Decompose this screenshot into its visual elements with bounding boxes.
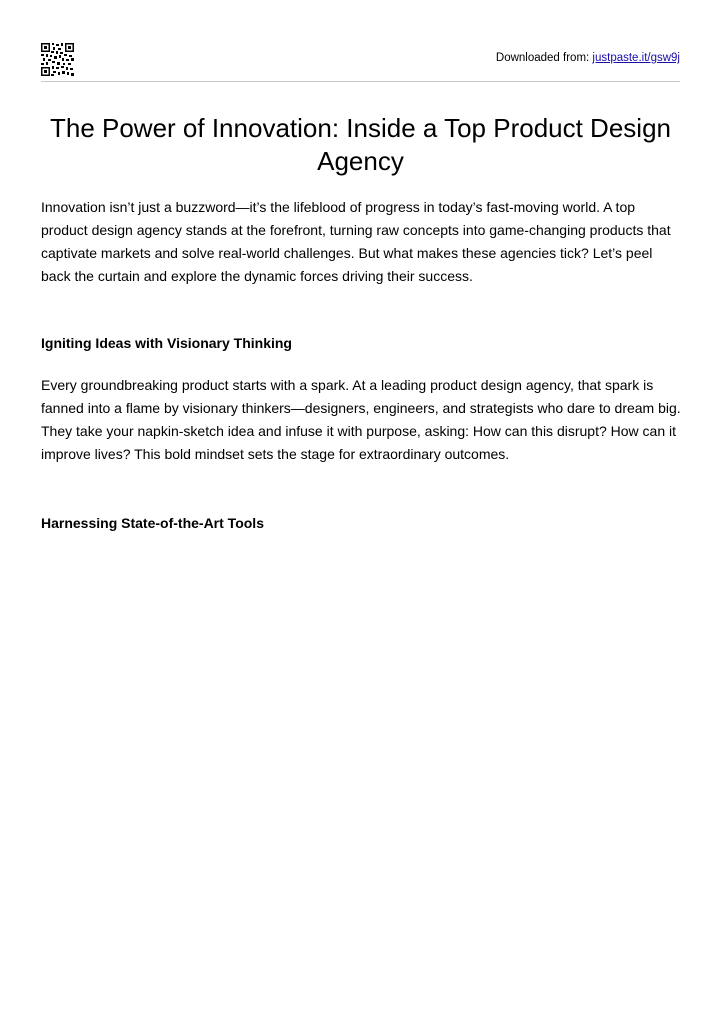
qr-code-icon xyxy=(41,43,74,76)
page-header xyxy=(41,43,680,81)
download-source xyxy=(496,52,680,64)
header-divider xyxy=(41,81,680,82)
section-paragraph-visionary-thinking: Every groundbreaking product starts with a spark. At a leading product design agency, that spark is fanned into a flame by visionary thinkers—designers, engineers, and strategists who dare to dream big. They take your napkin-sketch idea and infuse it with purpose, asking: How can this disrupt? How can it improve lives? This bold mindset sets the stage for extraordinary outcomes. xyxy=(41,377,681,462)
download-link[interactable]: justpaste.it/gsw9j xyxy=(592,52,680,64)
download-prefix: Downloaded from: xyxy=(495,52,593,64)
article-title: The Power of Innovation: Inside a Top Product Design Agency xyxy=(49,113,671,176)
section-heading-visionary-thinking: Igniting Ideas with Visionary Thinking xyxy=(41,335,292,351)
section-heading-state-of-the-art-tools: Harnessing State-of-the-Art Tools xyxy=(41,515,264,531)
intro-paragraph: Innovation isn’t just a buzzword—it’s the lifeblood of progress in today’s fast-moving world. A top product design agency stands at the forefront, turning raw concepts into game-changing products that captivate markets and solve real-world challenges. But what makes these agencies tick? Let’s peel back the curtain and explore the dynamic forces driving their success. xyxy=(41,199,671,284)
